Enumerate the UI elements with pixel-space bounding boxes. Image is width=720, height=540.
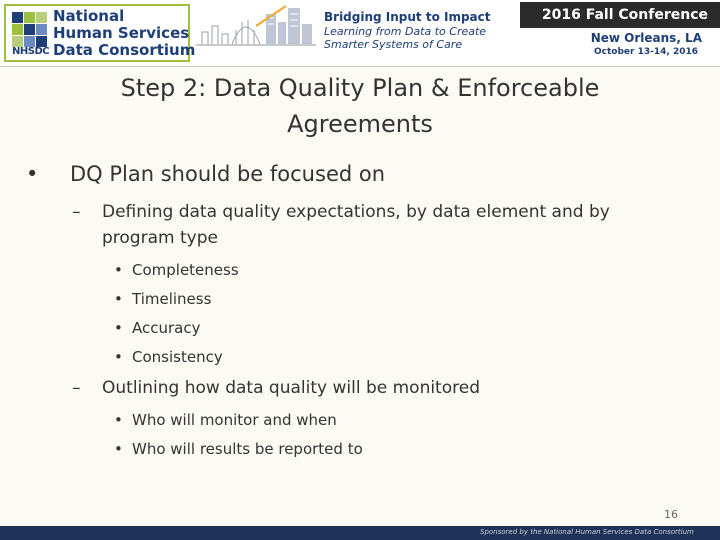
list-item-text: Who will monitor and when (132, 411, 337, 429)
list-item-text: Completeness (132, 261, 239, 279)
list-item-text: Accuracy (132, 319, 201, 337)
conference-name: 2016 Fall Conference (541, 7, 708, 23)
logo-line-2: Human Services (53, 24, 190, 42)
sub-bullet-text: Outlining how data quality will be monitored (102, 378, 480, 398)
list-item-text: Who will results be reported to (132, 440, 363, 458)
conference-city: New Orleans, LA (590, 31, 702, 45)
list-item-text: Consistency (132, 348, 223, 366)
bullet-text: DQ Plan should be focused on (70, 162, 386, 186)
logo-line-3: Data Consortium (53, 41, 196, 59)
sub-bullet-text: Defining data quality expectations, by data element and by program type (102, 202, 610, 248)
event-subtitle-1: Learning from Data to Create (324, 25, 487, 38)
conference-dates: October 13-14, 2016 (594, 47, 698, 57)
page-number: 16 (664, 508, 678, 521)
dash-marker: – (72, 378, 81, 398)
logo-abbrev: NHSDC (12, 46, 50, 57)
footer-text: Sponsored by the National Human Services Data Consortium (480, 528, 694, 536)
event-title: Bridging Input to Impact (324, 10, 491, 24)
slide-body: • DQ Plan should be focused on – Defining data quality expectations, by data element and by program type • Completeness • Timeliness • Accuracy • Consistency – Outlining how data quality will be monitored • Who will monitor and when • Who will results be reported to (0, 0, 720, 540)
bullet-marker: • (26, 162, 39, 186)
slide-title: Step 2: Data Quality Plan & Enforceable Agreements (120, 74, 600, 138)
dash-marker: – (72, 202, 81, 222)
sponsor-footer (0, 526, 720, 540)
list-item-text: Timeliness (132, 290, 212, 308)
logo-line-1: National (53, 7, 125, 25)
event-subtitle-2: Smarter Systems of Care (324, 38, 463, 51)
